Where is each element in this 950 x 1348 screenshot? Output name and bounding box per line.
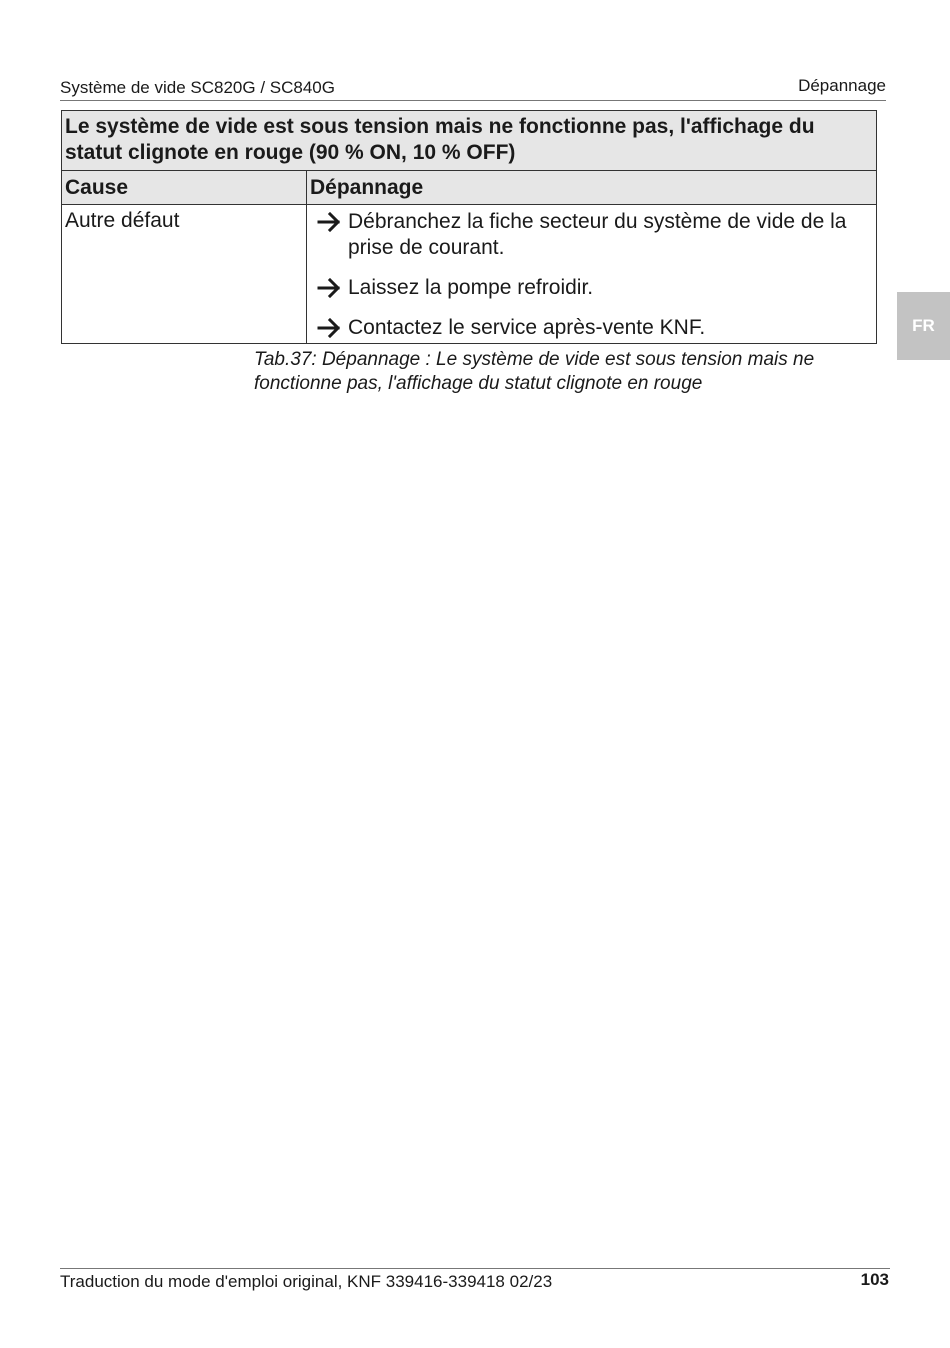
table-row bbox=[62, 205, 877, 344]
action-text: Laissez la pompe refroidir. bbox=[348, 276, 594, 299]
action-item bbox=[310, 275, 873, 301]
action-text: Débranchez la fiche secteur du système de vide de la prise de courant. bbox=[348, 210, 847, 259]
action-item bbox=[310, 315, 873, 341]
action-list bbox=[310, 205, 873, 341]
action-text: Contactez le service après-vente KNF. bbox=[348, 316, 706, 339]
table-header-row bbox=[62, 171, 877, 205]
language-tab bbox=[897, 292, 950, 360]
footer-text: Traduction du mode d'emploi original, KNF 339416-339418 02/23 bbox=[60, 1272, 553, 1291]
column-header-cause: Cause bbox=[62, 171, 307, 205]
column-header-troubleshooting: Dépannage bbox=[307, 171, 877, 205]
footer-divider bbox=[60, 1268, 890, 1269]
table-caption: Tab.37: Dépannage : Le système de vide est sous tension mais ne fonctionne pas, l'affichage du statut clignote en rouge bbox=[254, 349, 815, 394]
header-section-title: Dépannage bbox=[798, 76, 886, 95]
right-arrow-icon bbox=[317, 318, 343, 338]
right-arrow-icon bbox=[317, 212, 343, 232]
cause-cell: Autre défaut bbox=[62, 205, 307, 344]
language-tab-label: FR bbox=[912, 316, 935, 335]
header-document-title: Système de vide SC820G / SC840G bbox=[60, 78, 335, 97]
table-title: Le système de vide est sous tension mais ne fonctionne pas, l'affichage du statut clignote en rouge (90 % ON, 10 % OFF) bbox=[62, 111, 877, 171]
right-arrow-icon bbox=[317, 278, 343, 298]
page-number: 103 bbox=[860, 1270, 889, 1289]
action-item bbox=[310, 209, 873, 261]
table-title-row bbox=[62, 111, 877, 171]
troubleshooting-table bbox=[61, 110, 877, 344]
header-divider bbox=[60, 100, 886, 101]
actions-cell bbox=[307, 205, 877, 344]
